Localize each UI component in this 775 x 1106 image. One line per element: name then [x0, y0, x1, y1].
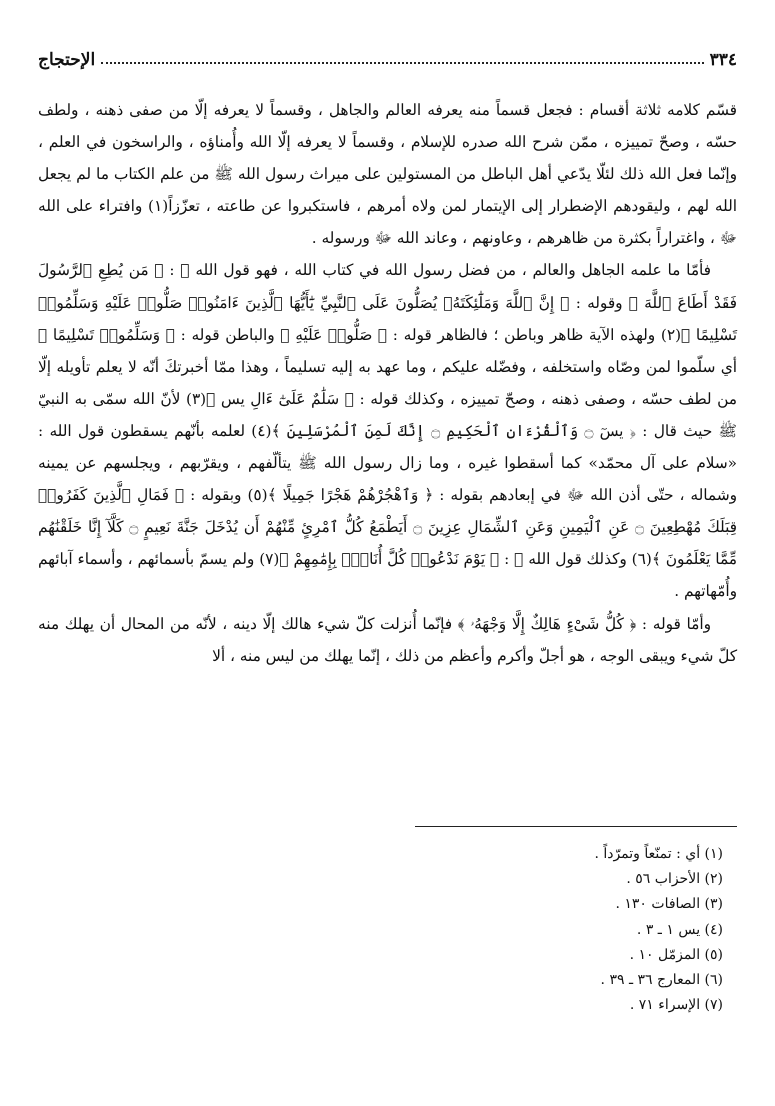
footnote: (١) أي : تمنّعاً وتمرّداً . [594, 846, 723, 862]
footnote: (٥) المزمّل ١٠ . [629, 946, 723, 963]
footnote: (٦) المعارج ٣٦ ـ ٣٩ . [600, 972, 723, 989]
footnote: (٣) الصافات ١٣٠ . [615, 896, 723, 913]
footnote: (٢) الأحزاب ٥٦ . [626, 871, 723, 888]
footnote: (٤) يس ١ ـ ٣ . [636, 921, 723, 938]
page-header [38, 40, 737, 70]
page-number: ٣٣٤ [709, 50, 737, 70]
footnote-separator [415, 826, 737, 827]
paragraph: فأمّا ما علمه الجاهل والعالم ، من فضل رسول الله في كتاب الله ، فهو قول الله ﷻ : ﴿ مَن يُطِعِ ٱلرَّسُولَ فَقَدْ أَطَاعَ ٱللَّهَ ﴾ وقوله : ﴿ إِنَّ ٱللَّهَ وَمَلَٰٓئِكَتَهُۥ يُصَلُّونَ عَلَى ٱلنَّبِيِّ يَٰٓأَيُّهَا ٱلَّذِينَ ءَامَنُوا۟ صَلُّوا۟ عَلَيْهِ وَسَلِّمُوا۟ تَسْلِيمًا ﴾(٢) ولهذه الآية ظاهر وباطن ؛ فالظاهر قوله : ﴿ صَلُّوا۟ عَلَيْهِ ﴾ والباطن قوله : ﴿ وَسَلِّمُوا۟ تَسْلِيمًا ﴾ أي سلّموا لمن وصّاه واستخلفه ، وفضّله عليكم ، وما عهد به إليه تسليماً ، وهذا ممّا أخبرتكَ أنّه لا يعلم تأويله إلّا من لطف حسّه ، وصفى ذهنه ، وصحّ تمييزه ، وكذلك قوله : ﴿ سَلَٰمٌ عَلَىٰٓ ءَالِ يس ﴾(٣) لأنّ الله سمّى به النبيّ ﷺ حيث قال : ﴿ يسٓ ۝ وَٱلْقُرْءَانِ ٱلْحَكِيمِ ۝ إِنَّكَ لَمِنَ ٱلْمُرْسَلِينَ ﴾(٤) لعلمه بأنّهم يسقطون قول الله : «سلام على آل محمّد» كما أسقطوا غيره ، وما زال رسول الله ﷺ يتألّفهم ، ويقرّبهم ، ويجلسهم عن يمينه وشماله ، حتّى أذن الله ﷻ في إبعادهم بقوله : ﴿ وَٱهْجُرْهُمْ هَجْرًا جَمِيلًا ﴾(٥) وبقوله : ﴿ فَمَالِ ٱلَّذِينَ كَفَرُوا۟ قِبَلَكَ مُهْطِعِينَ ۝ عَنِ ٱلْيَمِينِ وَعَنِ ٱلشِّمَالِ عِزِينَ ۝ أَيَطْمَعُ كُلُّ ٱمْرِئٍ مِّنْهُمْ أَن يُدْخَلَ جَنَّةَ نَعِيمٍ ۝ كَلَّآ إِنَّا خَلَقْنَٰهُم مِّمَّا يَعْلَمُونَ ﴾(٦) وكذلك قول الله ﷻ : ﴿ يَوْمَ نَدْعُوا۟ كُلَّ أُنَاسٍۭ بِإِمَٰمِهِمْ ﴾(٧) ولم يسمّ بأسمائهم ، وأسماء آبائهم وأُمّهاتهم . [38, 261, 737, 601]
main-text [38, 94, 737, 672]
paragraph: قسّم كلامه ثلاثة أقسام : فجعل قسماً منه يعرفه العالم والجاهل ، وقسماً لا يعرفه إلّا من صفى ذهنه ، ولطف حسّه ، وصحّ تمييزه ، ممّن شرح الله صدره للإسلام ، وقسماً لا يعرفه إلّا الله وأُمناؤه ، والراسخون في العلم ، وإنّما فعل الله ذلك لئلّا يدّعي أهل الباطل من المستولين على ميراث رسول الله ﷺ من علم الكتاب ما لم يجعل الله لهم ، وليقودهم الإضطرار إلى الإيتمار لمن ولاه أمرهم ، فاستكبروا عن طاعته ، تعزّزاً(١) وافتراء على الله ﷻ ، واغتراراً بكثرة من ظاهرهم ، وعاونهم ، وعاند الله ﷻ ورسوله . [38, 101, 738, 248]
footnotes [300, 842, 723, 1018]
header-dotted-leader [101, 62, 703, 64]
paragraph: وأمّا قوله : ﴿ كُلُّ شَىْءٍ هَالِكٌ إِلَّا وَجْهَهُۥ ﴾ فإنّما أُنزلت كلّ شيء هالك إلّا دينه ، لأنّه من المحال أن يهلك منه كلّ شيء ويبقى الوجه ، هو أجلّ وأكرم وأعظم من ذلك ، إنّما يهلك من ليس منه ، ألا [38, 614, 737, 665]
running-title: الإحتجاج [38, 50, 96, 70]
footnote: (٧) الإسراء ٧١ . [629, 997, 723, 1014]
